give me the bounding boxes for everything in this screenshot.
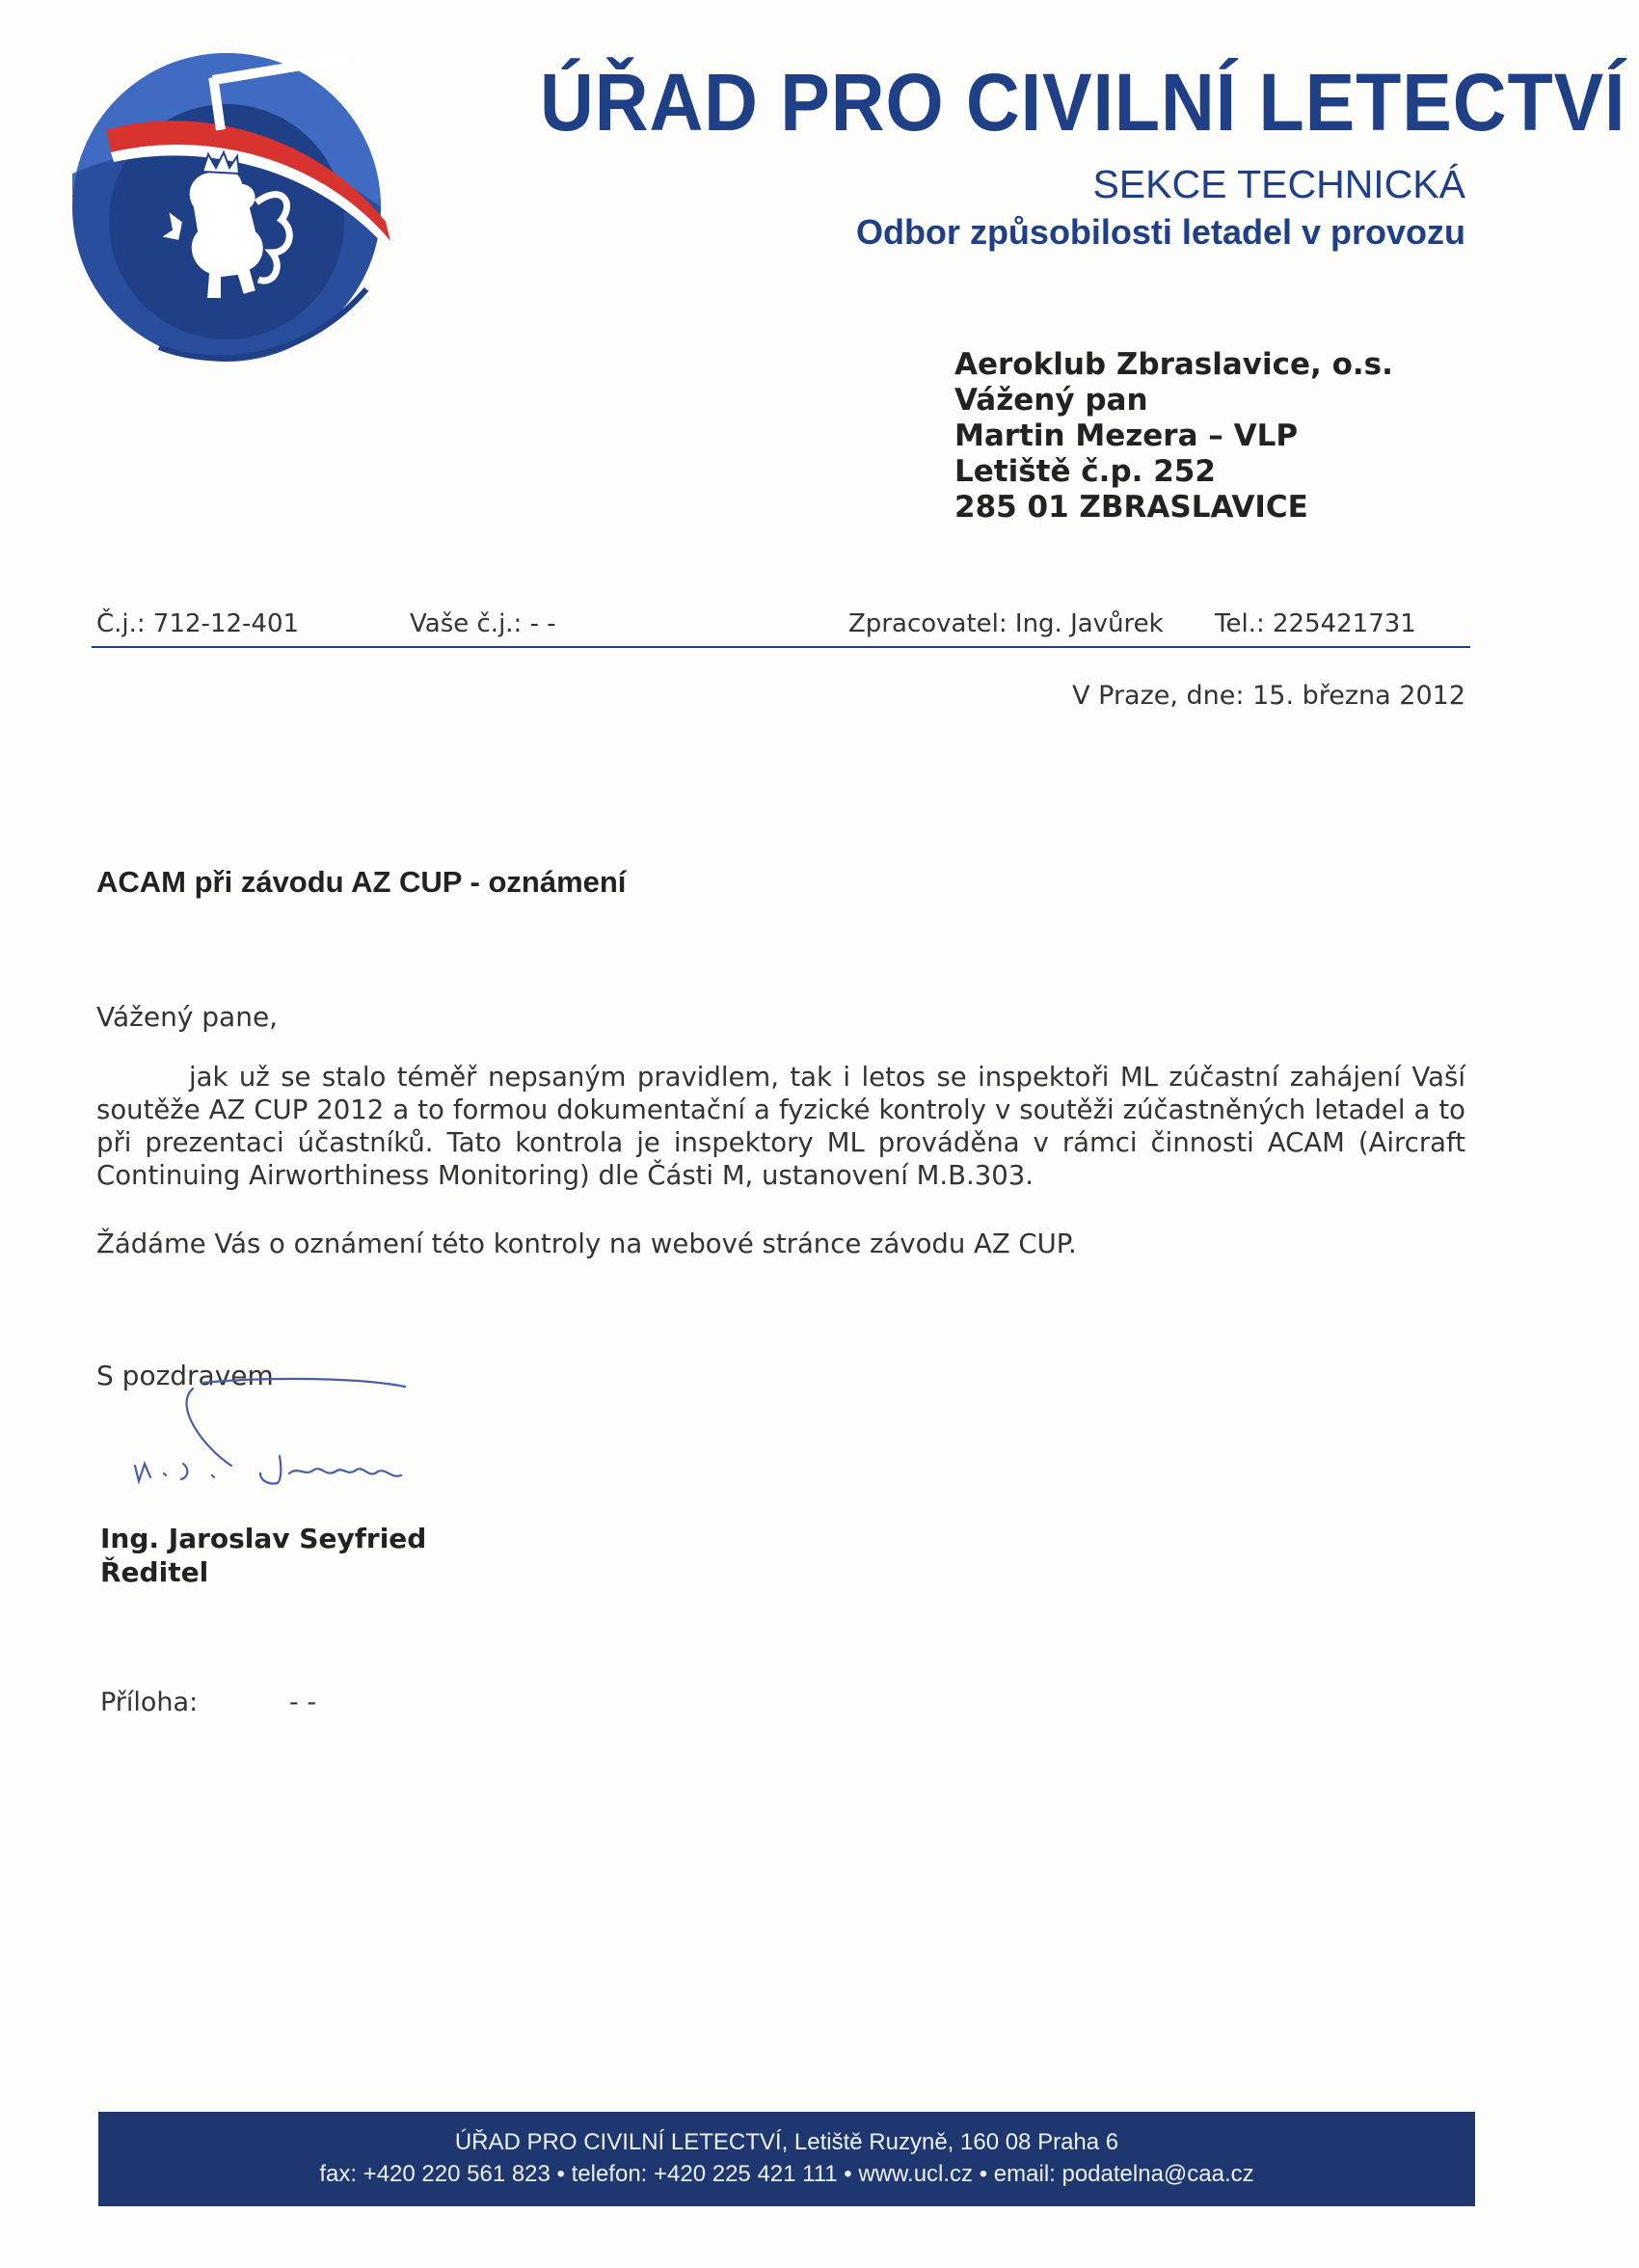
- processor: Zpracovatel: Ing. Javůrek: [848, 609, 1164, 638]
- recipient-line: Letiště č.p. 252: [954, 454, 1216, 489]
- footer-bar: [98, 2112, 1475, 2206]
- closing-salutation: S pozdravem: [96, 1360, 274, 1391]
- body-paragraph: jak už se stalo téměř nepsaným pravidlem, tak i letos se inspektoři ML zúčastní zahájení Vaší soutěže AZ CUP 2012 a to formou dokumentační a fyzické kontroly v soutěži zúčastněných letadel a to při prezentaci účastníků. Tato kontrola je inspektory ML prováděna v rámci činnosti ACAM (Aircraft Continuing Airworthiness Monitoring) dle Části M, ustanovení M.B.303.: [96, 1062, 1465, 1191]
- footer-contacts: fax: +420 220 561 823 • telefon: +420 225 421 111 • www.ucl.cz • email: podatelna@caa.cz: [319, 2161, 1254, 2187]
- request-paragraph: Žádáme Vás o oznámení této kontroly na webové stránce závodu AZ CUP.: [96, 1228, 1077, 1259]
- recipient-line: Vážený pan: [954, 383, 1148, 418]
- letter-subject: ACAM při závodu AZ CUP - oznámení: [96, 865, 627, 899]
- attachment-label: Příloha:: [100, 1688, 199, 1717]
- reference-divider: [92, 646, 1470, 648]
- org-title: ÚŘAD PRO CIVILNÍ LETECTVÍ: [540, 57, 1626, 148]
- section-title: SEKCE TECHNICKÁ: [1092, 162, 1465, 206]
- caa-lion-emblem-icon: [67, 39, 395, 366]
- recipient-line: Aeroklub Zbraslavice, o.s.: [954, 347, 1393, 382]
- reference-number: Č.j.: 712-12-401: [96, 609, 300, 638]
- recipient-line: Martin Mezera – VLP: [954, 418, 1299, 453]
- attachment-value: - -: [289, 1688, 317, 1717]
- your-reference: Vaše č.j.: - -: [410, 609, 556, 638]
- signer-block: [100, 1522, 426, 1589]
- greeting: Vážený pane,: [96, 1001, 279, 1033]
- department-title: Odbor způsobilosti letadel v provozu: [855, 212, 1465, 252]
- recipient-address: [954, 347, 1393, 526]
- recipient-line: 285 01 ZBRASLAVICE: [954, 490, 1308, 525]
- phone: Tel.: 225421731: [1215, 609, 1416, 638]
- signer-title: Ředitel: [100, 1556, 209, 1588]
- handwritten-signature-icon: [116, 1360, 463, 1495]
- footer-address: ÚŘAD PRO CIVILNÍ LETECTVÍ, Letiště Ruzyně, 160 08 Praha 6: [454, 2129, 1119, 2155]
- letter-date: V Praze, dne: 15. března 2012: [1072, 681, 1465, 711]
- signer-name: Ing. Jaroslav Seyfried: [100, 1523, 427, 1554]
